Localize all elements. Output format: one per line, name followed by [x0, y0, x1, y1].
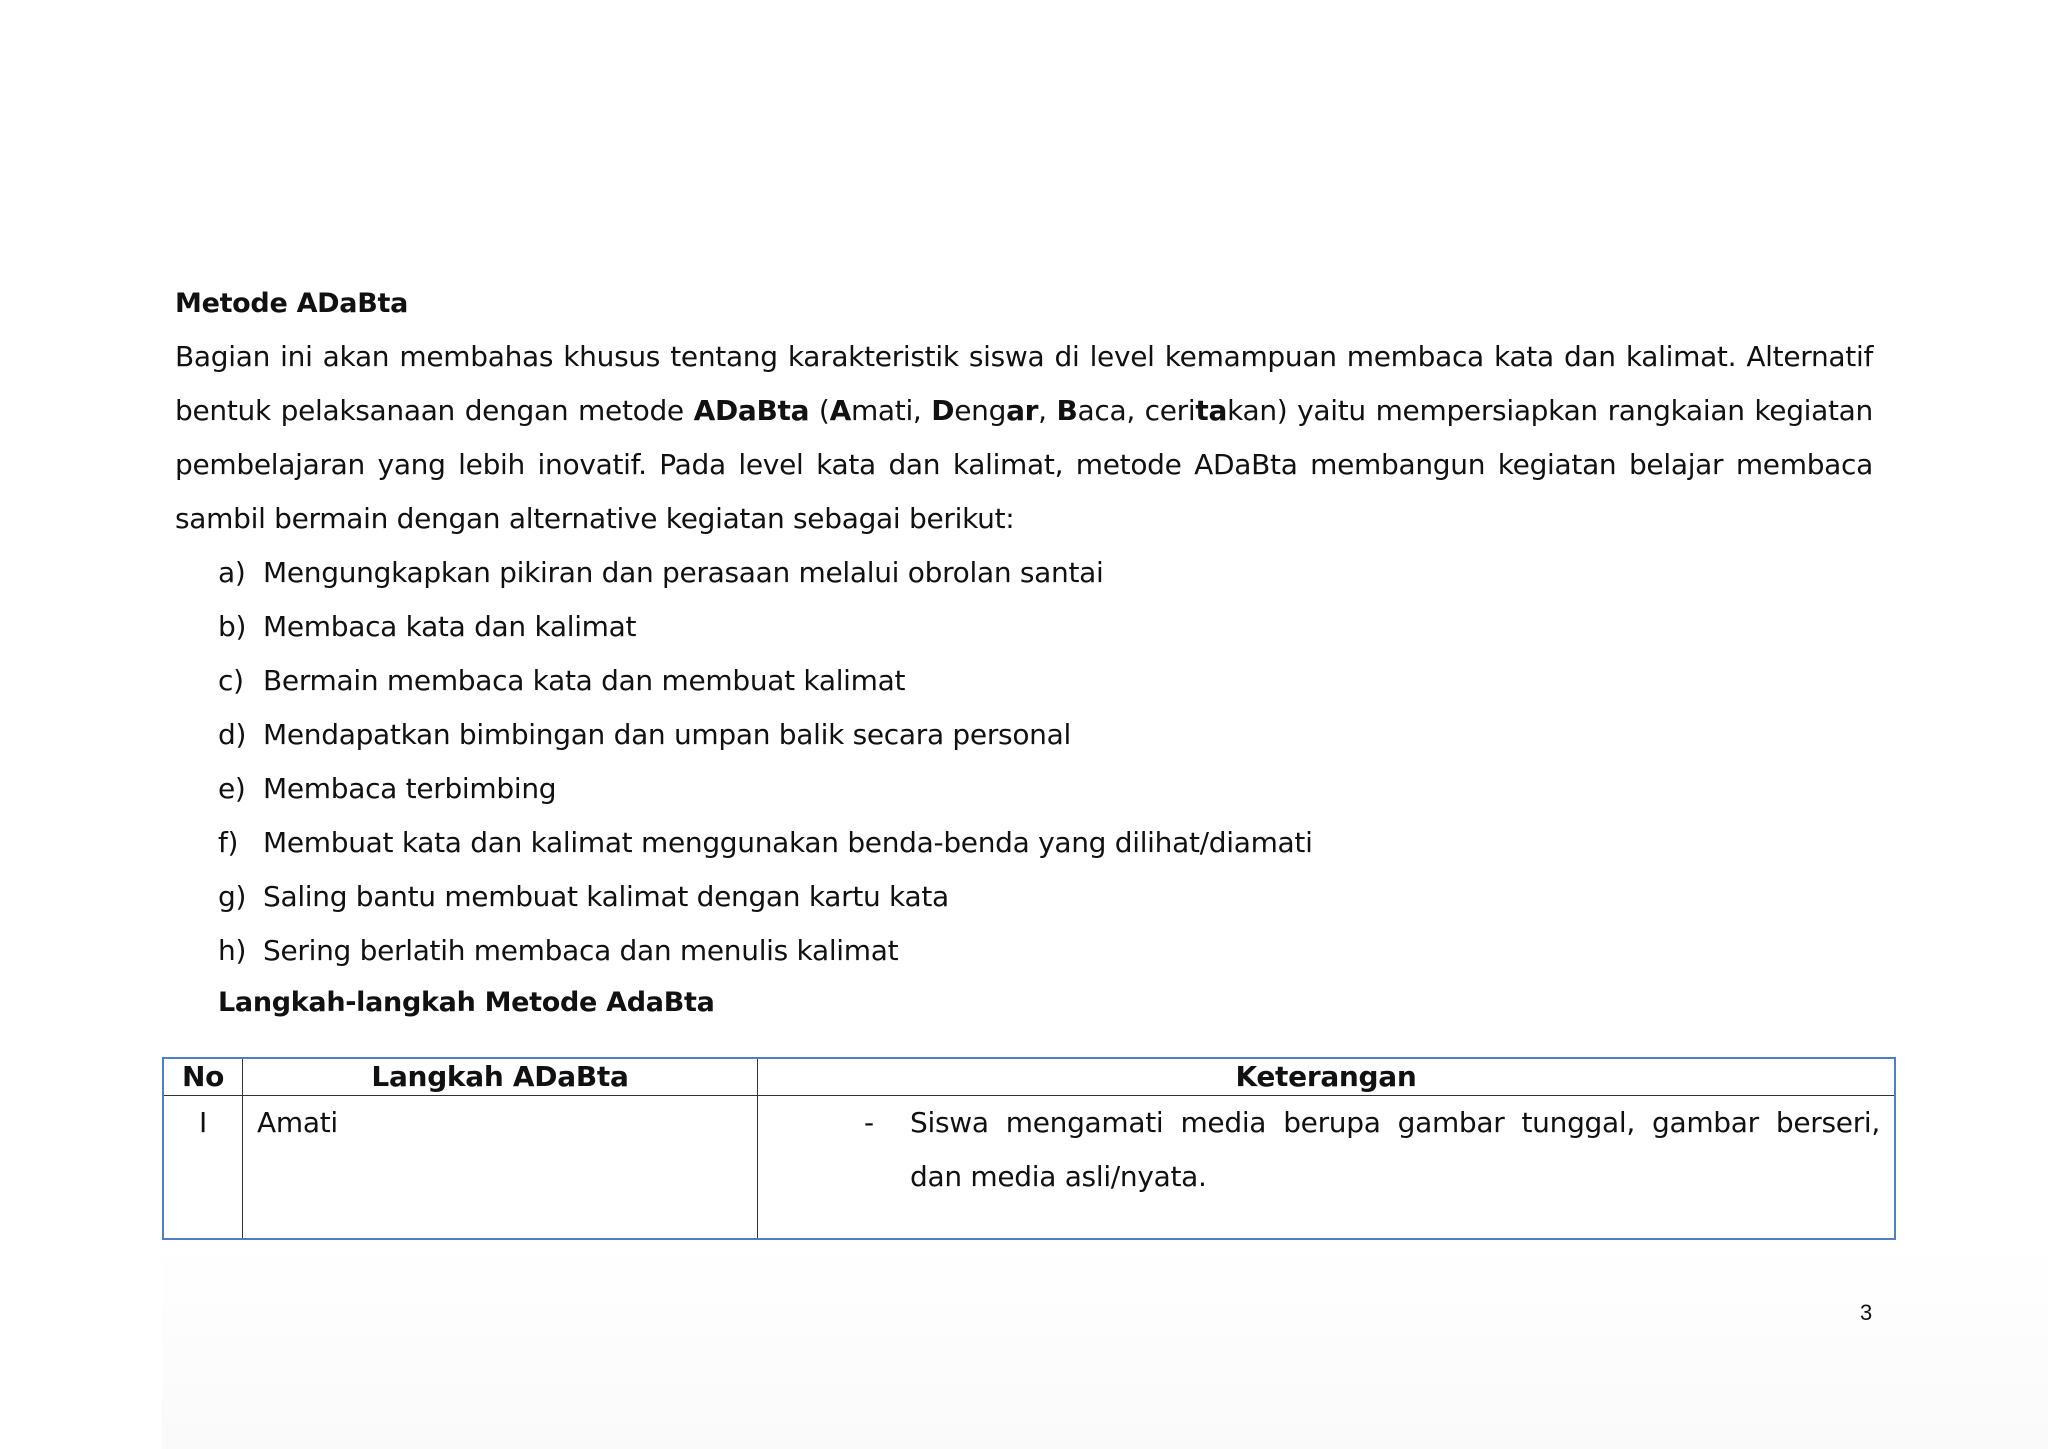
- intro-text-2: (: [809, 394, 830, 427]
- intro-b-letter: B: [1056, 394, 1078, 427]
- header-step: Langkah ADaBta: [243, 1058, 758, 1096]
- list-item: [218, 924, 1313, 978]
- intro-a-letter: A: [829, 394, 851, 427]
- header-no: No: [163, 1058, 243, 1096]
- list-marker: a): [218, 556, 246, 589]
- steps-heading: Langkah-langkah Metode AdaBta: [218, 987, 715, 1018]
- activity-list: [218, 546, 1313, 978]
- list-marker: e): [218, 772, 246, 805]
- list-item: [218, 546, 1313, 600]
- list-item: [218, 654, 1313, 708]
- intro-d-mid: eng: [954, 394, 1007, 427]
- page-shadow: [162, 1240, 2048, 1449]
- intro-b-rest: aca, ceri: [1077, 394, 1196, 427]
- cell-note: [758, 1096, 1896, 1240]
- section-heading: Metode ADaBta: [175, 288, 409, 319]
- list-text: Membuat kata dan kalimat menggunakan benda-benda yang dilihat/diamati: [263, 826, 1313, 859]
- note-text: Siswa mengamati media berupa gambar tunggal, gambar berseri, dan media asli/nyata.: [910, 1106, 1880, 1193]
- intro-a-rest: mati,: [850, 394, 932, 427]
- list-marker: f): [218, 826, 239, 859]
- intro-text-1: Bagian ini akan membahas khusus tentang karakteristik siswa di level kemampuan membaca kata dan kalimat. Alternatif bentuk pelaksanaan dengan metode: [175, 340, 1873, 427]
- note-item: [772, 1096, 1880, 1204]
- intro-paragraph: [175, 330, 1873, 546]
- list-item: [218, 762, 1313, 816]
- list-item: [218, 600, 1313, 654]
- intro-method-name: ADaBta: [693, 394, 810, 427]
- list-marker: b): [218, 610, 247, 643]
- list-text: Membaca kata dan kalimat: [263, 610, 637, 643]
- list-item: [218, 870, 1313, 924]
- list-marker: h): [218, 934, 247, 967]
- table-row: [163, 1096, 1895, 1240]
- header-note: Keterangan: [758, 1058, 1896, 1096]
- list-marker: d): [218, 718, 247, 751]
- list-text: Membaca terbimbing: [263, 772, 557, 805]
- list-text: Mendapatkan bimbingan dan umpan balik secara personal: [263, 718, 1071, 751]
- list-text: Saling bantu membuat kalimat dengan kartu kata: [263, 880, 949, 913]
- intro-d-letter: D: [931, 394, 955, 427]
- list-text: Bermain membaca kata dan membuat kalimat: [263, 664, 906, 697]
- steps-table: [162, 1057, 1896, 1240]
- list-text: Sering berlatih membaca dan menulis kalimat: [263, 934, 899, 967]
- list-marker: c): [218, 664, 244, 697]
- cell-no: I: [163, 1096, 243, 1240]
- list-marker: g): [218, 880, 247, 913]
- list-item: [218, 708, 1313, 762]
- cell-step: Amati: [243, 1096, 758, 1240]
- table-header-row: [163, 1058, 1895, 1096]
- intro-text-3: kan) yaitu mempersiapkan rangkaian kegiatan pembelajaran yang lebih inovatif. Pada level kata dan kalimat, metode ADaBta membangun kegiatan belajar membaca sambil bermain dengan alternative kegiatan sebagai berikut:: [175, 394, 1873, 535]
- list-item: [218, 816, 1313, 870]
- list-text: Mengungkapkan pikiran dan perasaan melalui obrolan santai: [263, 556, 1104, 589]
- intro-ta-letters: ta: [1195, 394, 1228, 427]
- intro-d-end: ,: [1038, 394, 1057, 427]
- intro-d-ar: ar: [1006, 394, 1039, 427]
- page-number: 3: [1860, 1300, 1873, 1325]
- note-dash: -: [864, 1106, 874, 1139]
